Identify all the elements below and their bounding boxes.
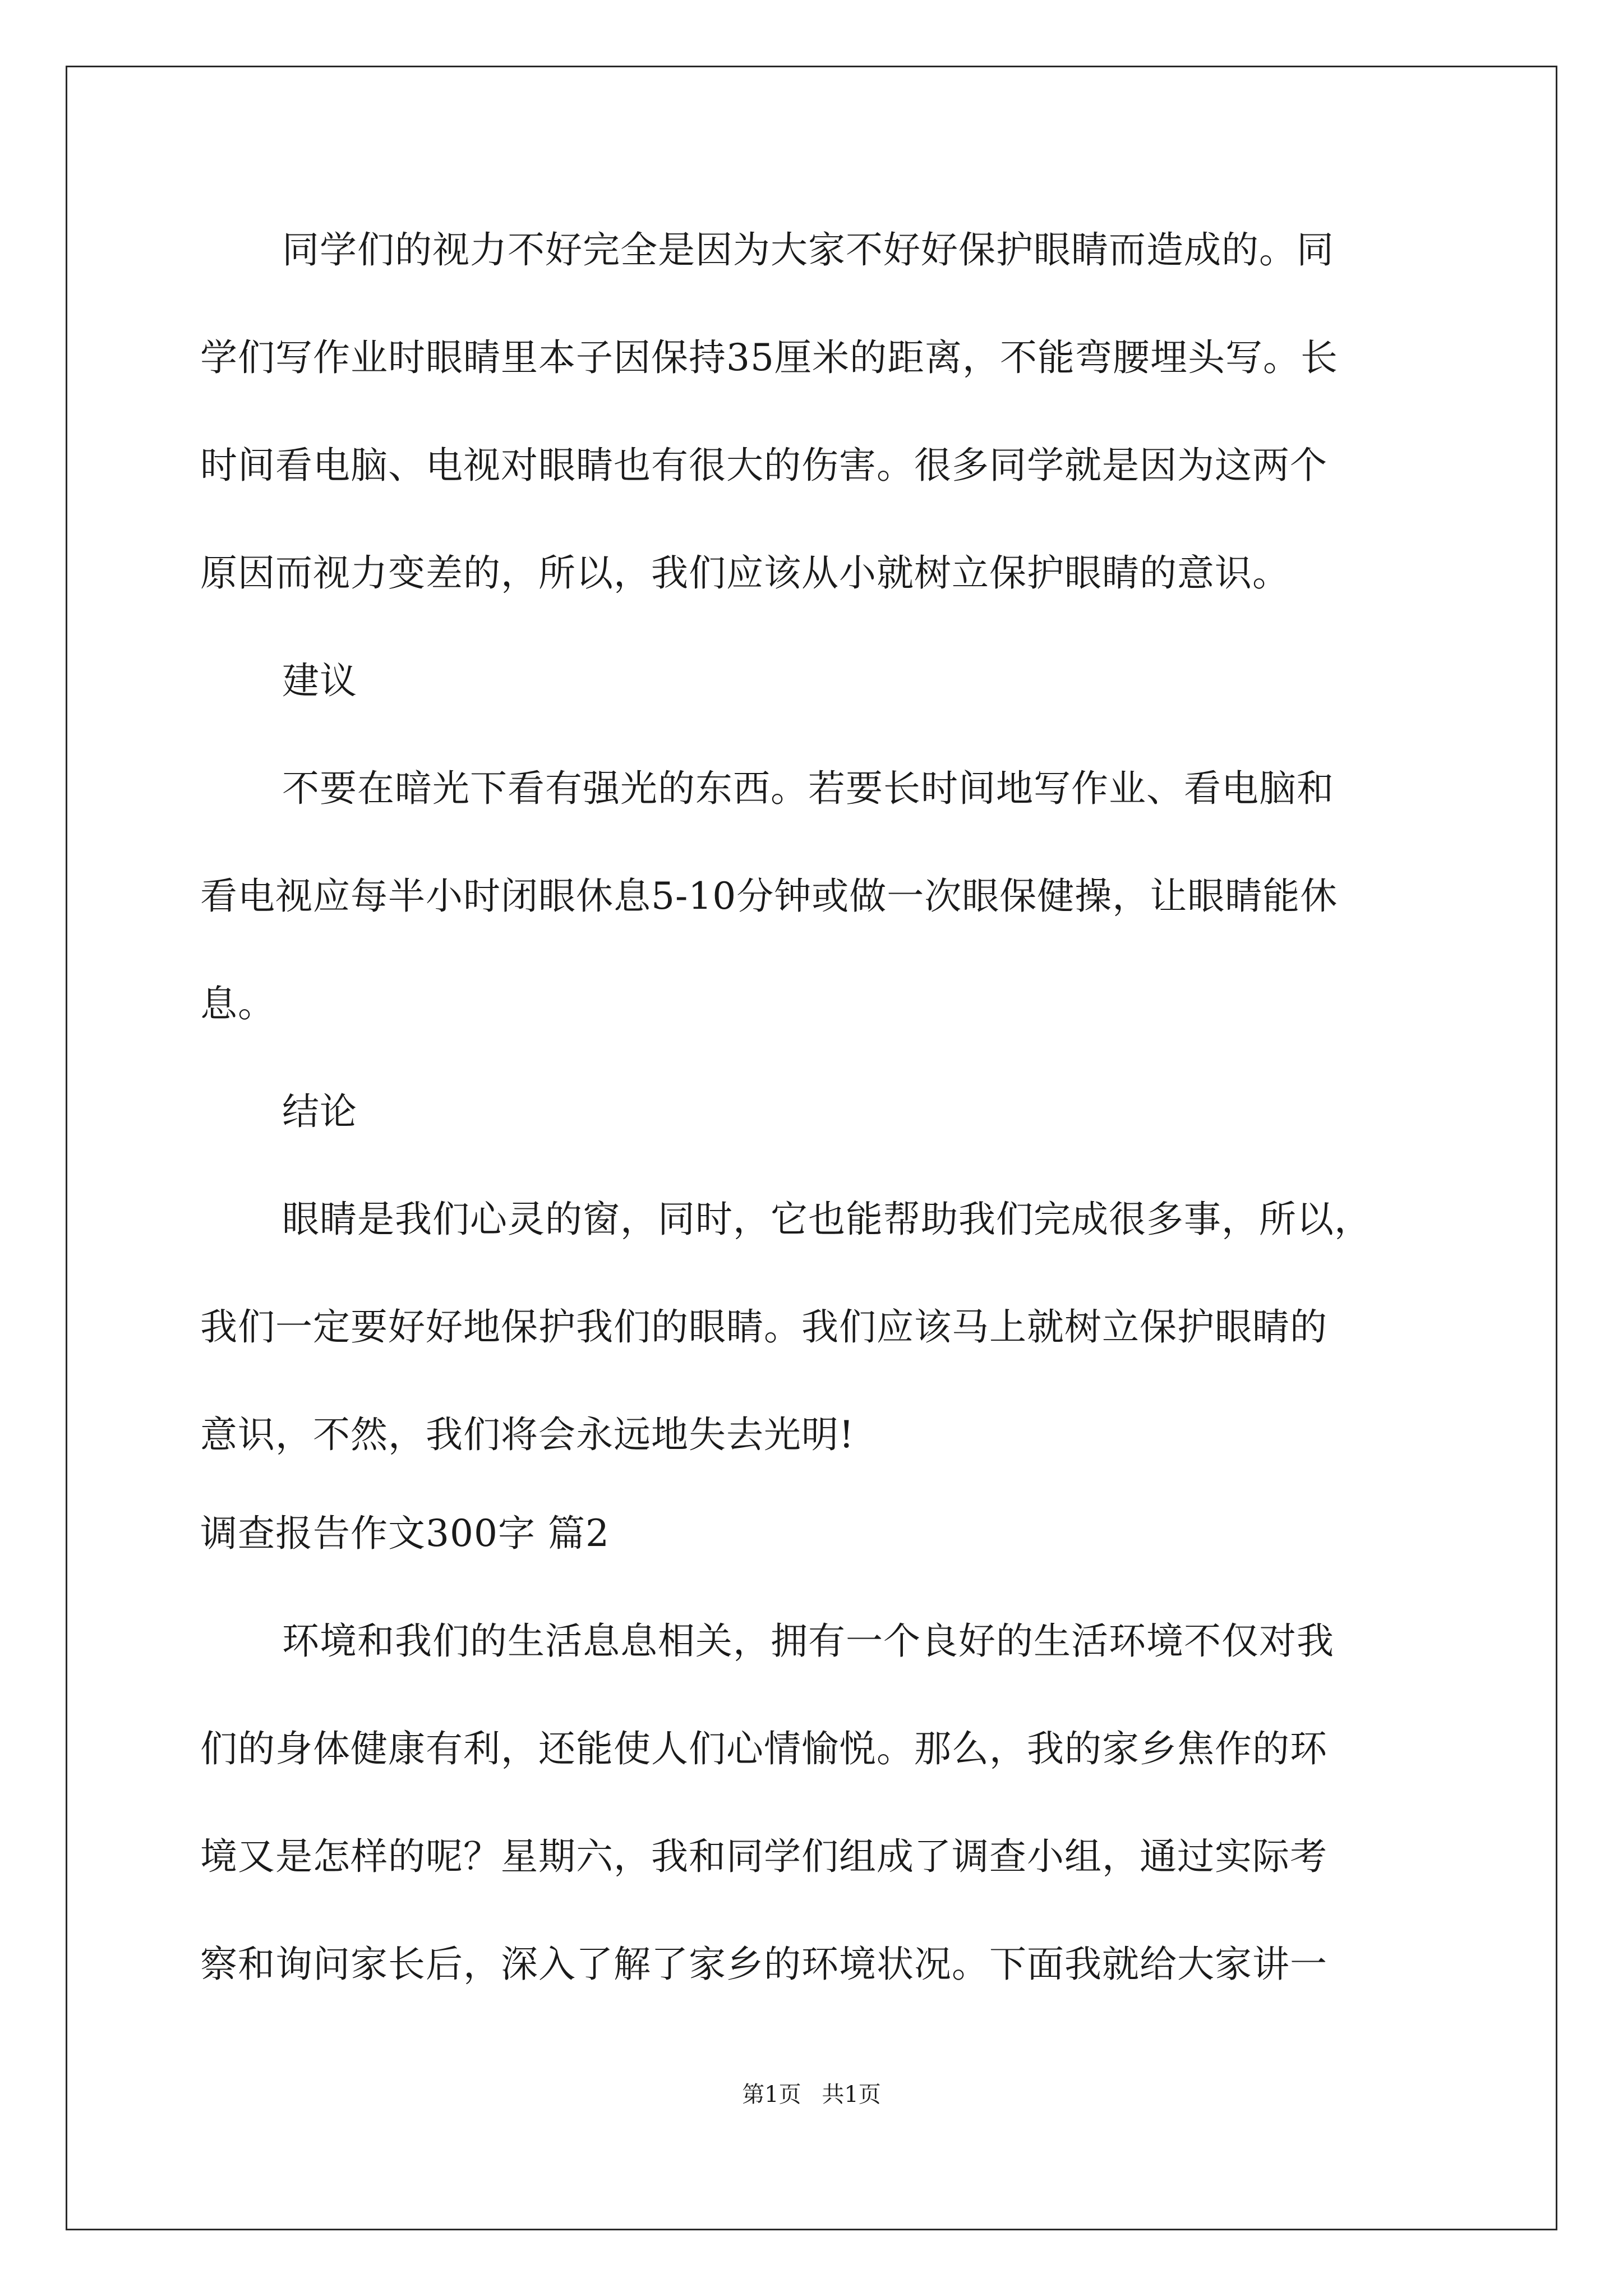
page-number-current: 第1页	[742, 2082, 801, 2108]
paragraph-line: 看电视应每半小时闭眼休息5-10分钟或做一次眼保健操，让眼睛能休	[200, 875, 1338, 918]
paragraph-line: 同学们的视力不好完全是因为大家不好好保护眼睛而造成的。同	[282, 228, 1334, 272]
paragraph-line: 不要在暗光下看有强光的东西。若要长时间地写作业、看电脑和	[282, 767, 1334, 810]
paragraph-line: 们的身体健康有利，还能使人们心情愉悦。那么，我的家乡焦作的环	[200, 1727, 1327, 1770]
page-footer	[0, 2081, 1623, 2109]
section-heading-conclusion: 结论	[282, 1090, 357, 1133]
paragraph-line: 意识，不然，我们将会永远地失去光明!	[200, 1413, 855, 1456]
paragraph-line: 息。	[200, 982, 275, 1025]
paragraph-line: 我们一定要好好地保护我们的眼睛。我们应该马上就树立保护眼睛的	[200, 1305, 1327, 1349]
paragraph-line: 学们写作业时眼睛里本子因保持35厘米的距离，不能弯腰埋头写。长	[200, 336, 1338, 379]
page-number-total: 共1页	[822, 2082, 881, 2108]
paragraph-line: 时间看电脑、电视对眼睛也有很大的伤害。很多同学就是因为这两个	[200, 444, 1327, 487]
paragraph-line: 原因而视力变差的，所以，我们应该从小就树立保护眼睛的意识。	[200, 551, 1290, 595]
section-heading-suggestion: 建议	[282, 659, 357, 702]
paragraph-line: 察和询问家长后，深入了解了家乡的环境状况。下面我就给大家讲一	[200, 1943, 1327, 1986]
paragraph-line: 环境和我们的生活息息相关，拥有一个良好的生活环境不仅对我	[282, 1619, 1334, 1663]
page-border	[66, 66, 1557, 2230]
paragraph-line: 眼睛是我们心灵的窗，同时，它也能帮助我们完成很多事，所以，	[282, 1198, 1372, 1241]
paragraph-line: 境又是怎样的呢？星期六，我和同学们组成了调查小组，通过实际考	[200, 1835, 1327, 1878]
article-title: 调查报告作文300字 篇2	[200, 1512, 610, 1555]
